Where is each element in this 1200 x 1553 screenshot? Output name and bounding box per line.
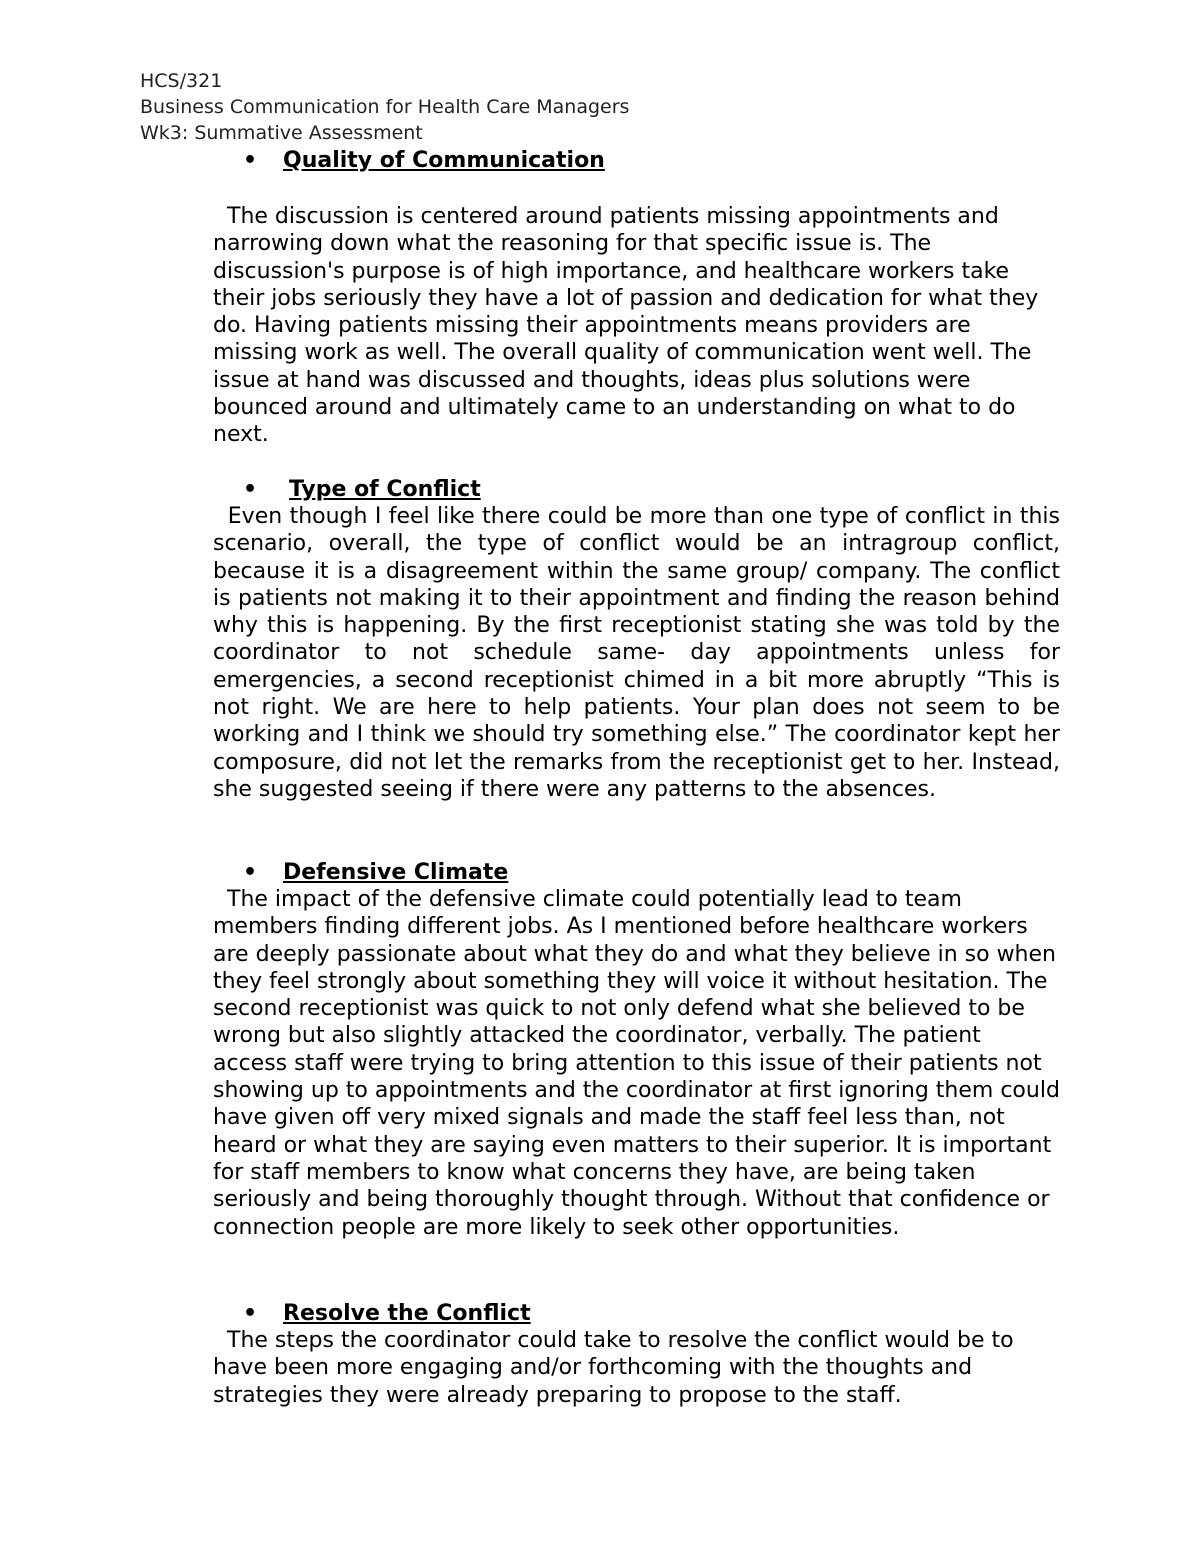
section-body: The impact of the defensive climate could potentially lead to team members finding different jobs. As I mentioned before healthcare workers are deeply passionate about what they do and what they believe in so when they feel strongly about something they will voice it without hesitation. The second receptionist was quick to not only defend what she believed to be wrong but also slightly attacked the coordinator, verbally. The patient access staff were trying to bring attention to this issue of their patients not showing up to appointments and the coordinator at first ignoring them could have given off very mixed signals and made the staff feel less than, not heard or what they are saying even matters to their superior. It is important for staff members to know what concerns they have, are being taken seriously and being thoroughly thought through. Without that confidence or connection people are more likely to seek other opportunities. [213, 887, 1067, 1240]
section-body: Even though I feel like there could be more than one type of conflict in this scenario, overall, the type of conflict would be an intragroup conflict, because it is a disagreement within the same group/ company. The conflict is patients not making it to their appointment and finding the reason behind why this is happening. By the first receptionist stating she was told by the coordinator to not schedule same- day appointments unless for emergencies, a second receptionist chimed in a bit more abruptly “This is not right. We are here to help patients. Your plan does not seem to be working and I think we should try something else.” The coordinator kept her composure, did not let the remarks from the receptionist get to her. Instead, she suggested seeing if there were any patterns to the absences. [213, 504, 1067, 802]
assignment-title: Wk3: Summative Assessment [140, 122, 423, 144]
section-heading-row [213, 1299, 1060, 1327]
section-resolve-the-conflict [213, 1299, 1060, 1409]
bullet-icon: • [243, 860, 258, 885]
course-code: HCS/321 [140, 70, 223, 92]
course-title: Business Communication for Health Care Managers [140, 96, 630, 118]
bullet-icon: • [243, 477, 258, 502]
section-body: The steps the coordinator could take to resolve the conflict would be to have been more engaging and/or forthcoming with the thoughts and strategies they were already preparing to propose to the staff. [213, 1328, 1021, 1408]
bullet-icon: • [243, 1301, 258, 1326]
section-heading: Type of Conflict [289, 477, 481, 502]
section-heading-row [213, 475, 1060, 503]
section-heading: Quality of Communication [283, 148, 605, 173]
section-heading: Resolve the Conflict [283, 1301, 531, 1326]
section-type-of-conflict [213, 475, 1067, 803]
section-body: The discussion is centered around patients missing appointments and narrowing down what the reasoning for that specific issue is. The discussion's purpose is of high importance, and healthcare workers take their jobs seriously they have a lot of passion and dedication for what they do. Having patients missing their appointments means providers are missing work as well. The overall quality of communication went well. The issue at hand was discussed and thoughts, ideas plus solutions were bounced around and ultimately came to an understanding on what to do next. [213, 204, 1046, 448]
section-defensive-climate [213, 858, 1067, 1241]
section-quality-of-communication [213, 146, 1060, 449]
section-heading-row [213, 146, 1060, 176]
document-header [140, 68, 629, 146]
section-heading-row [213, 858, 1060, 886]
bullet-icon: • [243, 148, 258, 173]
section-heading: Defensive Climate [283, 860, 509, 885]
